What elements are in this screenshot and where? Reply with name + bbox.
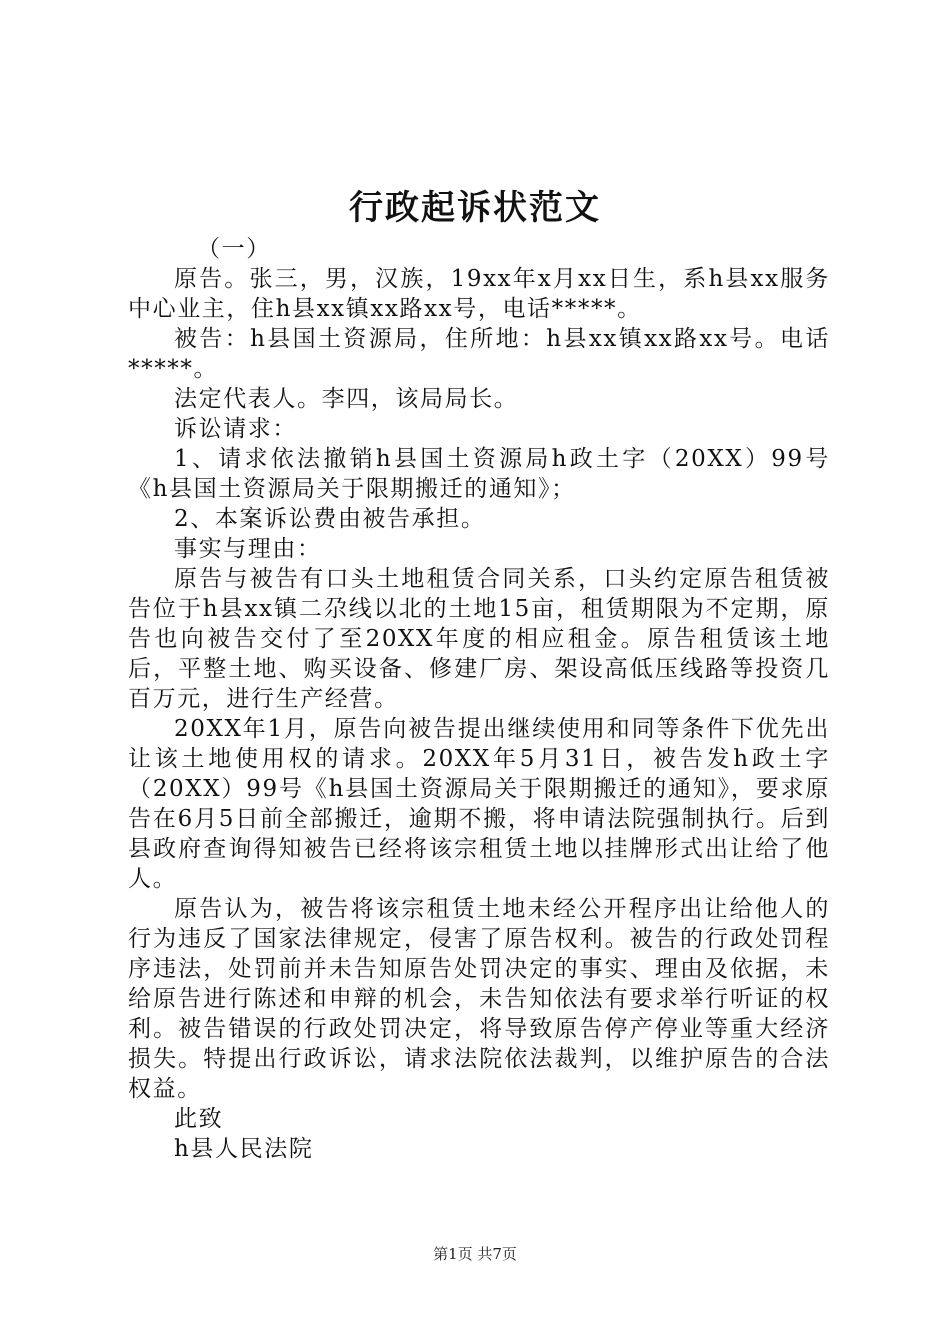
document-title: 行政起诉状范文 <box>349 188 601 228</box>
claim-2: 2、本案诉讼费由被告承担。 <box>174 506 486 532</box>
document-body <box>128 234 830 1164</box>
legal-representative: 法定代表人。李四，该局局长。 <box>174 386 519 412</box>
facts-paragraph-2: 20XX年1月，原告向被告提出继续使用和同等条件下优先出让该土地使用权的请求。20XX年5月31日，被告发h政土字（20XX）99号《h县国土资源局关于限期搬迁的通知》，要求原告在6月5日前全部搬迁，逾期不搬，将申请法院强制执行。后到县政府查询得知被告已经将该宗租赁土地以挂牌形式出让给了他人。 <box>128 716 830 892</box>
closing-salutation: 此致 <box>174 1106 224 1132</box>
court-name: h县人民法院 <box>174 1136 314 1162</box>
facts-paragraph-3: 原告认为，被告将该宗租赁土地未经公开程序出让给他人的行为违反了国家法律规定，侵害了原告权利。被告的行政处罚程序违法，处罚前并未告知原告处罚决定的事实、理由及依据，未给原告进行陈述和申辩的机会，未告知依法有要求举行听证的权利。被告错误的行政处罚决定，将导致原告停产停业等重大经济损失。特提出行政诉讼，请求法院依法裁判，以维护原告的合法权益。 <box>128 896 830 1102</box>
claim-1: 1、请求依法撤销h县国土资源局h政土字（20XX）99号《h县国土资源局关于限期搬迁的通知》； <box>128 446 830 502</box>
facts-heading: 事实与理由： <box>174 536 322 562</box>
section-marker: （一） <box>197 236 271 262</box>
plaintiff-info: 原告。张三，男，汉族，19xx年x月xx日生，系h县xx服务中心业主，住h县xx镇xx路xx号，电话*****。 <box>128 266 830 322</box>
defendant-info: 被告：h县国土资源局，住所地：h县xx镇xx路xx号。电话*****。 <box>128 326 830 382</box>
claims-heading: 诉讼请求： <box>174 416 297 442</box>
facts-paragraph-1: 原告与被告有口头土地租赁合同关系，口头约定原告租赁被告位于h县xx镇二尕线以北的土地15亩，租赁期限为不定期，原告也向被告交付了至20XX年度的相应租金。原告租赁该土地后，平整土地、购买设备、修建厂房、架设高低压线路等投资几百万元，进行生产经营。 <box>128 566 830 712</box>
page-number-footer: 第1页 共7页 <box>433 1245 517 1263</box>
